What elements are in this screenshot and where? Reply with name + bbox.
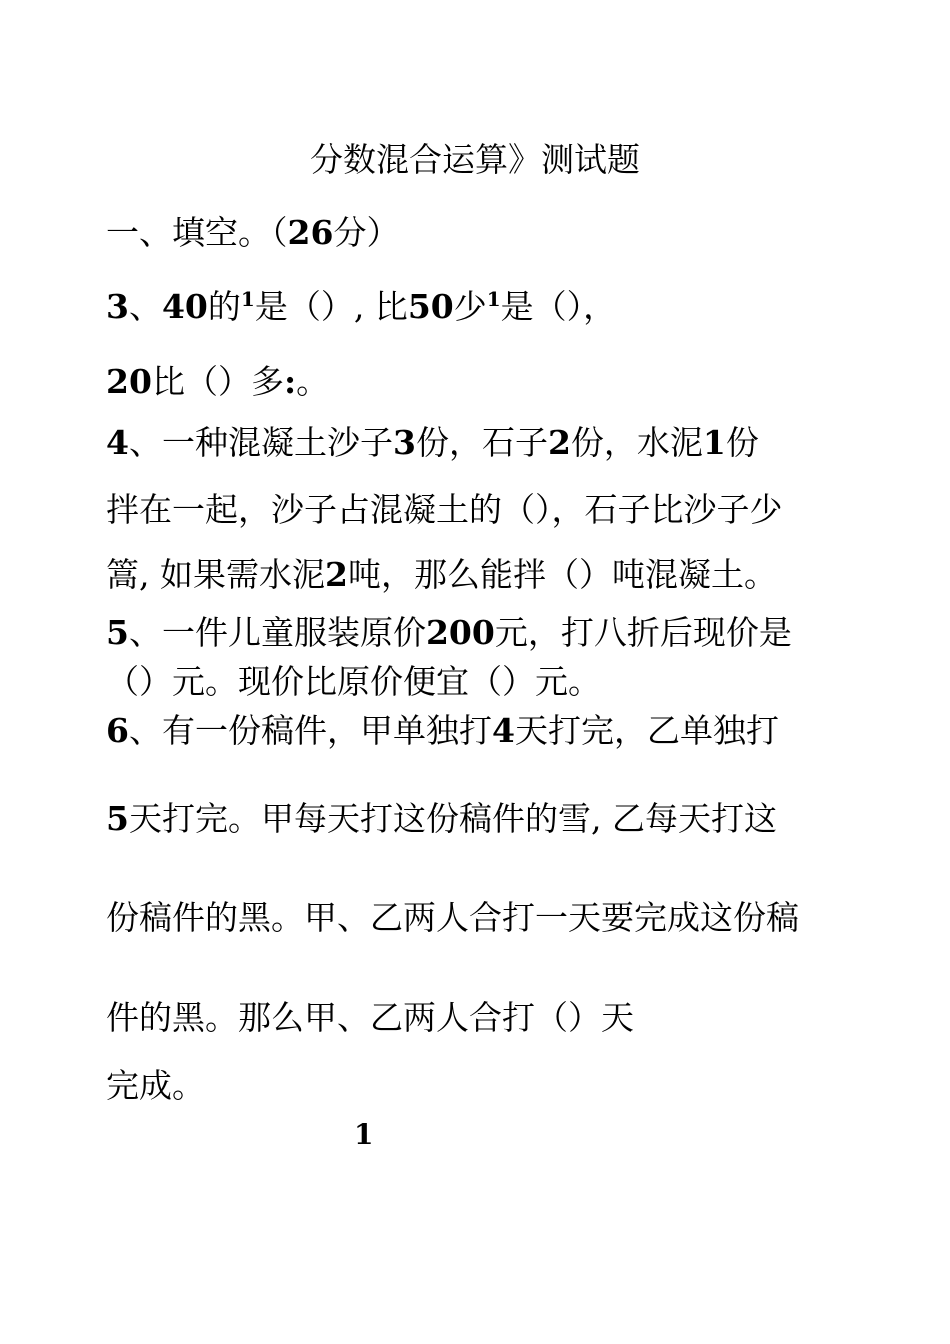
q3-text: 。 — [296, 362, 330, 401]
q3-colon: : — [283, 362, 297, 401]
q6-line-2 — [106, 799, 777, 839]
q6-value: 4 — [491, 711, 515, 750]
q3-fraction-fragment: 1 — [486, 287, 501, 311]
section-tail: 分） — [333, 213, 400, 252]
q3-text: 、 — [128, 287, 162, 326]
q6-line-5 — [106, 1066, 205, 1106]
q5-value: 200 — [425, 613, 495, 652]
q6-value: 5 — [106, 799, 129, 838]
q5-number: 5 — [106, 613, 129, 652]
q6-number: 6 — [106, 711, 129, 750]
q4-line-1 — [106, 423, 759, 463]
q3-text: 的 — [207, 287, 241, 326]
q4-value: 3 — [392, 423, 416, 462]
q3-fraction-fragment: 1 — [240, 287, 255, 311]
section-head: 一、填空。（ — [106, 213, 288, 252]
q5-text: 、一件儿童服装原价 — [128, 613, 426, 652]
q6-line-1 — [106, 711, 779, 751]
q4-value: 2 — [547, 423, 571, 462]
q3-value: 40 — [161, 287, 208, 326]
q4-text: 份，石子 — [415, 423, 548, 462]
q3-text: 是（）， — [500, 287, 617, 326]
page-number: 1 — [354, 1118, 374, 1151]
q5-text: 元，打八折后现价是 — [494, 613, 792, 652]
section-points: 26 — [287, 213, 334, 252]
q6-line-4 — [106, 998, 634, 1038]
q4-text: 篙, 如果需水泥 — [106, 555, 325, 594]
title-text: 分数混合运算》测试题 — [310, 140, 640, 179]
q6-text: 天打完。甲每天打这份稿件的雪, 乙每天打这 — [128, 799, 777, 838]
q6-text: 天打完，乙单独打 — [514, 711, 779, 750]
q4-text: 份，水泥 — [570, 423, 703, 462]
q5-line-2 — [106, 662, 601, 702]
q3-line-1 — [106, 287, 616, 331]
q3-text: 比（）多 — [151, 362, 284, 401]
section-heading — [106, 213, 399, 253]
q6-text: 件的黑。那么甲、乙两人合打（）天 — [106, 998, 634, 1037]
q4-text: 拌在一起，沙子占混凝土的（），石子比沙子少 — [106, 490, 783, 529]
q6-text: 份稿件的黑。甲、乙两人合打一天要完成这份稿 — [106, 898, 799, 937]
q4-line-2 — [106, 490, 783, 530]
q3-line-2 — [106, 362, 329, 402]
q6-text: 完成。 — [106, 1066, 205, 1105]
q3-value: 50 — [407, 287, 454, 326]
q4-text: 、一种混凝土沙子 — [128, 423, 393, 462]
document-title — [0, 140, 950, 180]
q5-line-1 — [106, 613, 792, 653]
q4-number: 4 — [106, 423, 129, 462]
q3-value: 20 — [106, 362, 152, 401]
q3-text: 是（）, 比 — [254, 287, 408, 326]
q4-value: 2 — [324, 555, 348, 594]
q4-line-3 — [106, 555, 777, 595]
q4-value: 1 — [702, 423, 726, 462]
q3-text: 少 — [453, 287, 487, 326]
q3-number: 3 — [106, 287, 129, 326]
q4-text: 份 — [725, 423, 759, 462]
q6-text: 、有一份稿件，甲单独打 — [128, 711, 492, 750]
q4-text: 吨，那么能拌（）吨混凝土。 — [347, 555, 777, 594]
q6-line-3 — [106, 898, 799, 938]
q5-text: （）元。现价比原价便宜（）元。 — [106, 662, 601, 701]
